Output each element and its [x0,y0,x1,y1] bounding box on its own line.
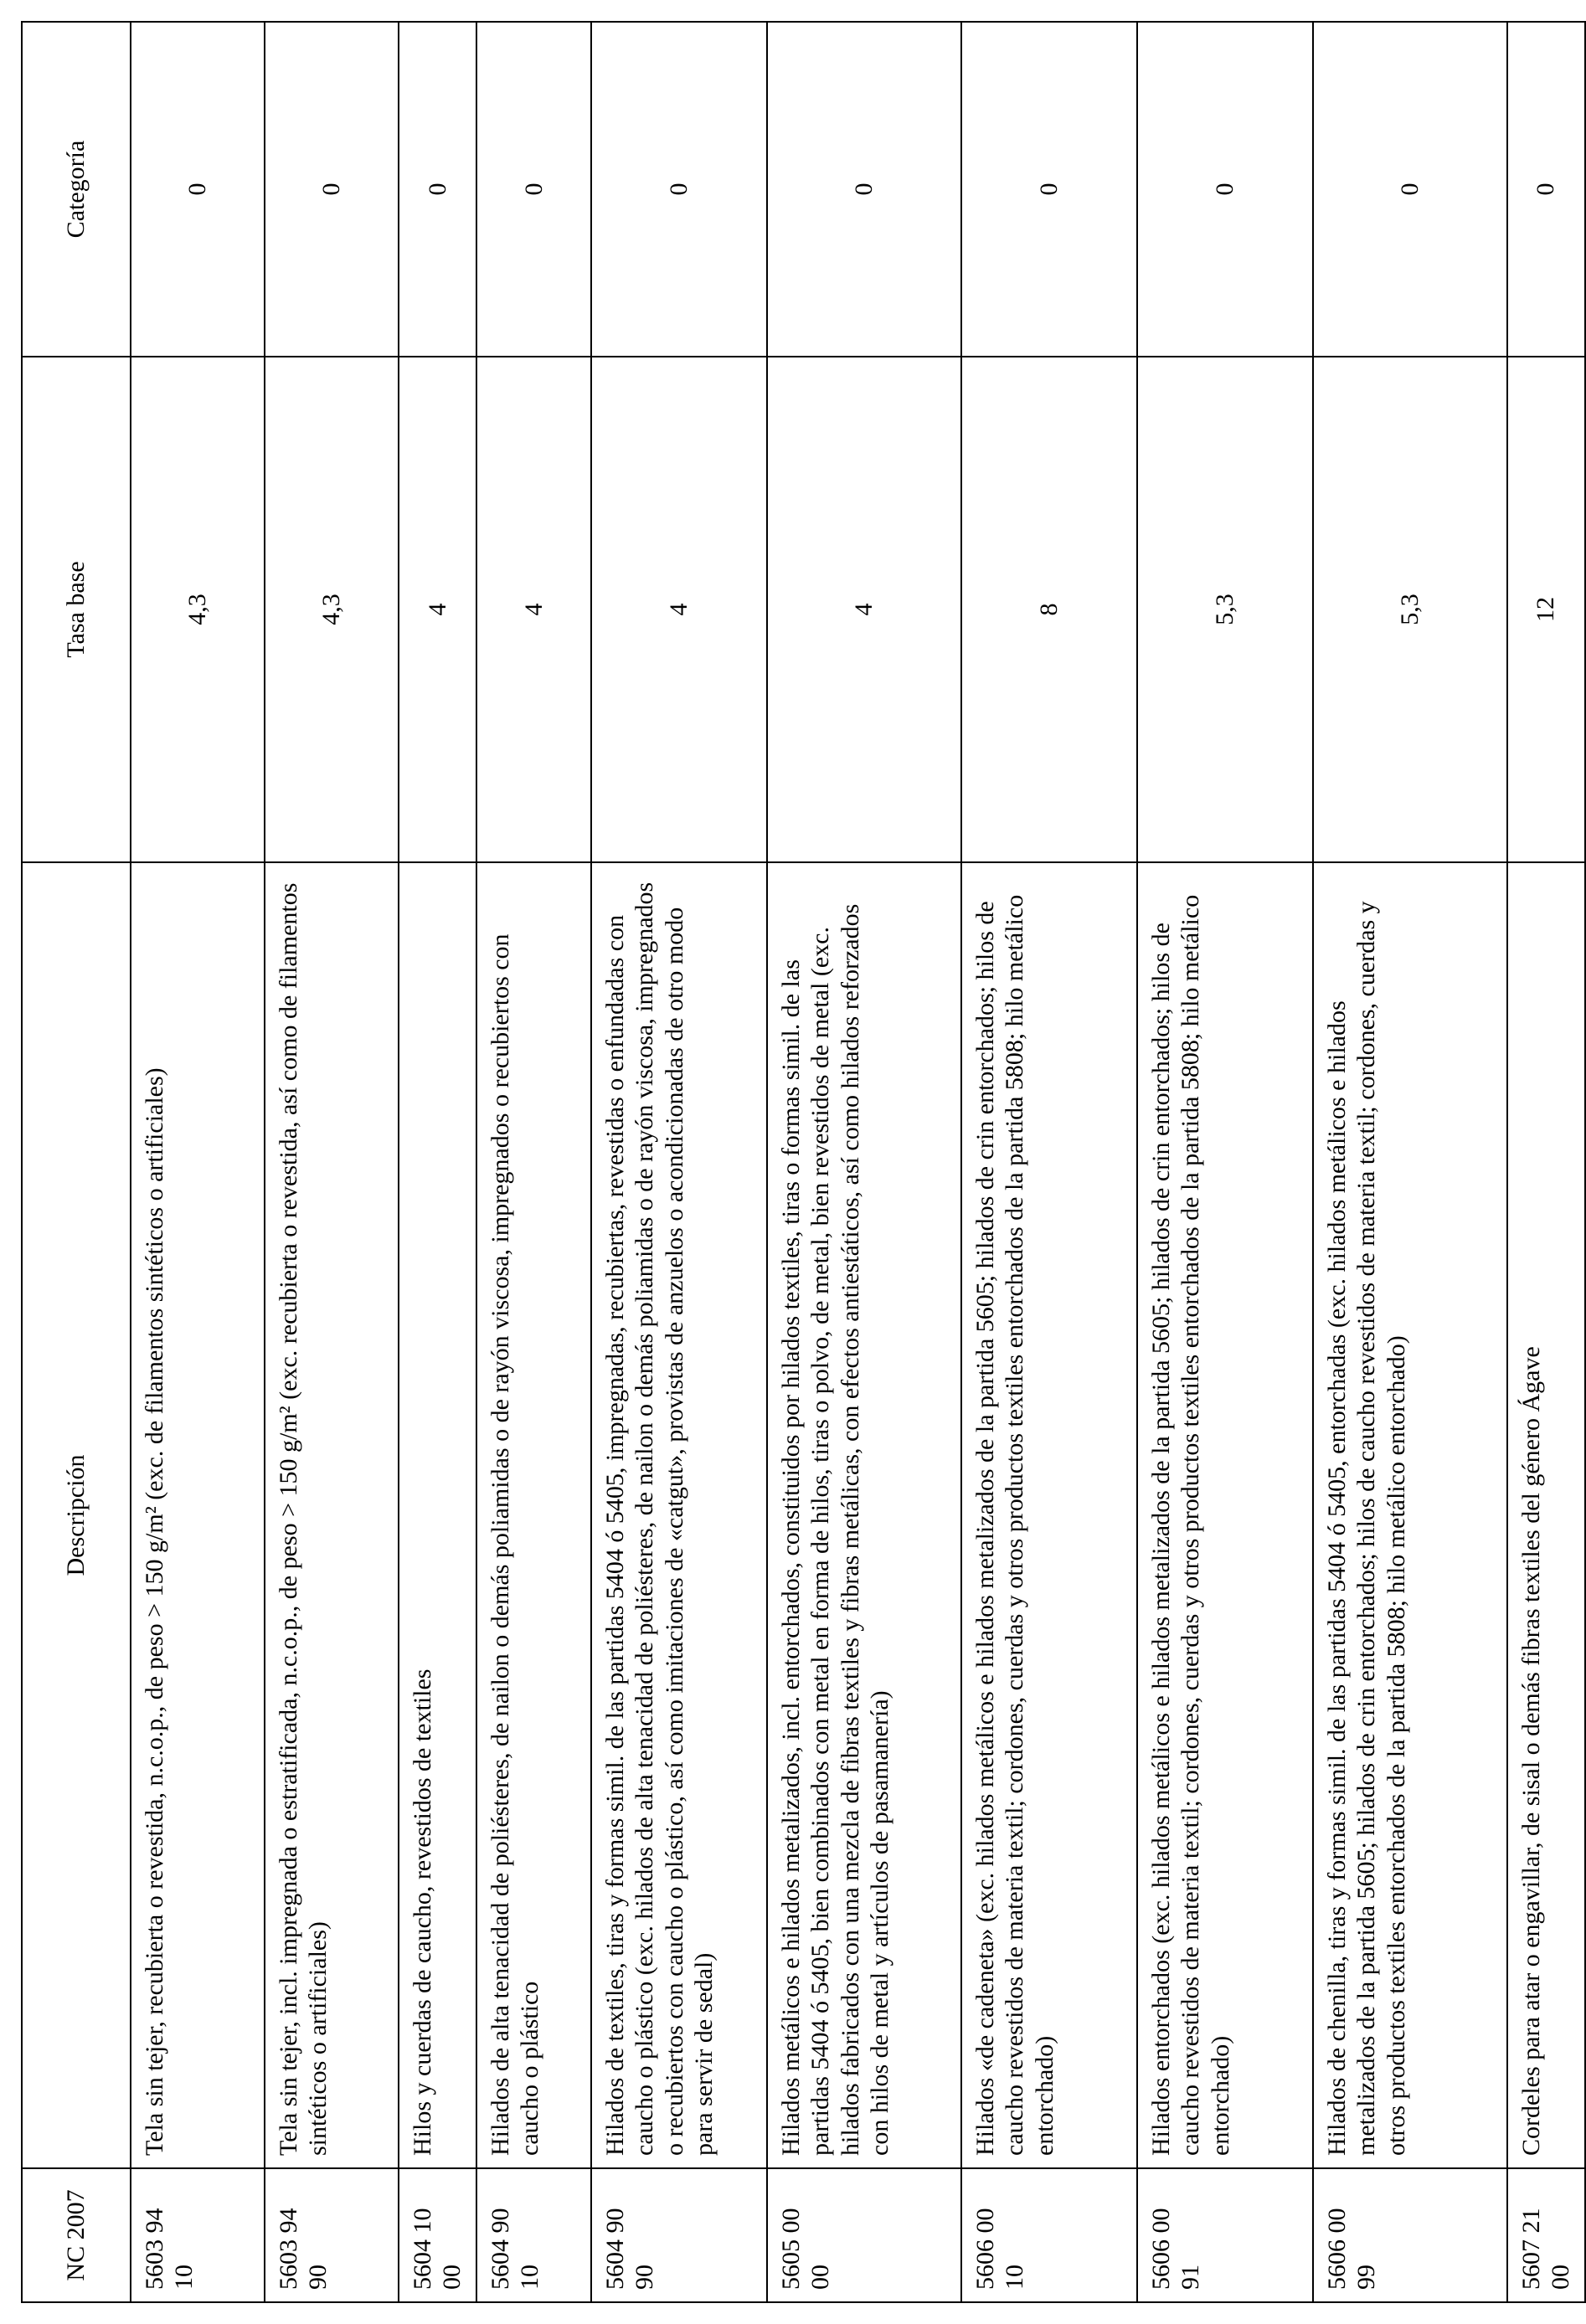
nc-code: 5607 21 00 [1507,2168,1585,2302]
nc-code: 5606 00 10 [961,2168,1137,2302]
nc-code: 5606 00 99 [1313,2168,1507,2302]
header-category: Categoría [22,22,131,357]
description: Hilos y cuerdas de caucho, revestidos de textiles [399,862,476,2168]
table-header-row [22,22,131,2302]
base-rate: 4 [399,357,476,862]
table-row [476,22,591,2302]
description: Cordeles para atar o engavillar, de sisal o demás fibras textiles del género Ágave [1507,862,1585,2168]
table-row [767,22,961,2302]
category: 0 [591,22,767,357]
base-rate: 8 [961,357,1137,862]
description: Hilados metálicos e hilados metalizados, incl. entorchados, constituidos por hilados textiles, tiras o formas simil. de las partidas 5404 ó 5405, bien combinados con metal en forma de hilos, tiras o polvo, de metal, bien revestidos de metal (exc. hilados fabricados con una mezcla de fibras textiles y fibras metálicas, con efectos antiestáticos, así como hilados reforzados con hilos de metal y artículos de pasamanería) [767,862,961,2168]
base-rate: 4 [767,357,961,862]
base-rate: 4 [591,357,767,862]
category: 0 [1507,22,1585,357]
base-rate: 4 [476,357,591,862]
table-row [1507,22,1585,2302]
table-row [961,22,1137,2302]
category: 0 [131,22,265,357]
nc-code: 5603 94 90 [265,2168,399,2302]
table-row [399,22,476,2302]
description: Hilados entorchados (exc. hilados metálicos e hilados metalizados de la partida 5605; hilados de crin entorchados; hilos de caucho revestidos de materia textil; cordones, cuerdas y otros productos textiles entorchados de la partida 5808; hilo metálico entorchado) [1137,862,1313,2168]
base-rate: 5,3 [1313,357,1507,862]
category: 0 [1313,22,1507,357]
category: 0 [1137,22,1313,357]
tariff-table [21,21,1586,2303]
category: 0 [476,22,591,357]
nc-code: 5604 90 10 [476,2168,591,2302]
header-description: Descripción [22,862,131,2168]
category: 0 [961,22,1137,357]
nc-code: 5604 10 00 [399,2168,476,2302]
table-row [265,22,399,2302]
description: Hilados de textiles, tiras y formas simil. de las partidas 5404 ó 5405, impregnadas, recubiertas, revestidas o enfundadas con caucho o plástico (exc. hilados de alta tenacidad de poliésteres, de nailon o demás poliamidas o de rayón viscosa, impregnados o recubiertos con caucho o plástico, así como imitaciones de «catgut», provistas de anzuelos o acondicionadas de otro modo para servir de sedal) [591,862,767,2168]
nc-code: 5603 94 10 [131,2168,265,2302]
description: Hilados de alta tenacidad de poliésteres, de nailon o demás poliamidas o de rayón viscosa, impregnados o recubiertos con caucho o plástico [476,862,591,2168]
nc-code: 5605 00 00 [767,2168,961,2302]
header-base-rate: Tasa base [22,357,131,862]
base-rate: 4,3 [131,357,265,862]
table-row [591,22,767,2302]
category: 0 [265,22,399,357]
table-row [1137,22,1313,2302]
table-row [131,22,265,2302]
base-rate: 4,3 [265,357,399,862]
description: Tela sin tejer, incl. impregnada o estratificada, n.c.o.p., de peso > 150 g/m² (exc. recubierta o revestida, así como de filamentos sintéticos o artificiales) [265,862,399,2168]
header-nc: NC 2007 [22,2168,131,2302]
nc-code: 5606 00 91 [1137,2168,1313,2302]
category: 0 [399,22,476,357]
table-row [1313,22,1507,2302]
description: Hilados «de cadeneta» (exc. hilados metálicos e hilados metalizados de la partida 5605; hilados de crin entorchados; hilos de caucho revestidos de materia textil; cordones, cuerdas y otros productos textiles entorchados de la partida 5808; hilo metálico entorchado) [961,862,1137,2168]
description: Tela sin tejer, recubierta o revestida, n.c.o.p., de peso > 150 g/m² (exc. de filamentos sintéticos o artificiales) [131,862,265,2168]
base-rate: 12 [1507,357,1585,862]
nc-code: 5604 90 90 [591,2168,767,2302]
category: 0 [767,22,961,357]
base-rate: 5,3 [1137,357,1313,862]
description: Hilados de chenilla, tiras y formas simil. de las partidas 5404 ó 5405, entorchadas (exc. hilados metálicos e hilados metalizados de la partida 5605; hilados de crin entorchados; hilos de caucho revestidos de materia textil; cordones, cuerdas y otros productos textiles entorchados de la partida 5808; hilo metálico entorchado) [1313,862,1507,2168]
